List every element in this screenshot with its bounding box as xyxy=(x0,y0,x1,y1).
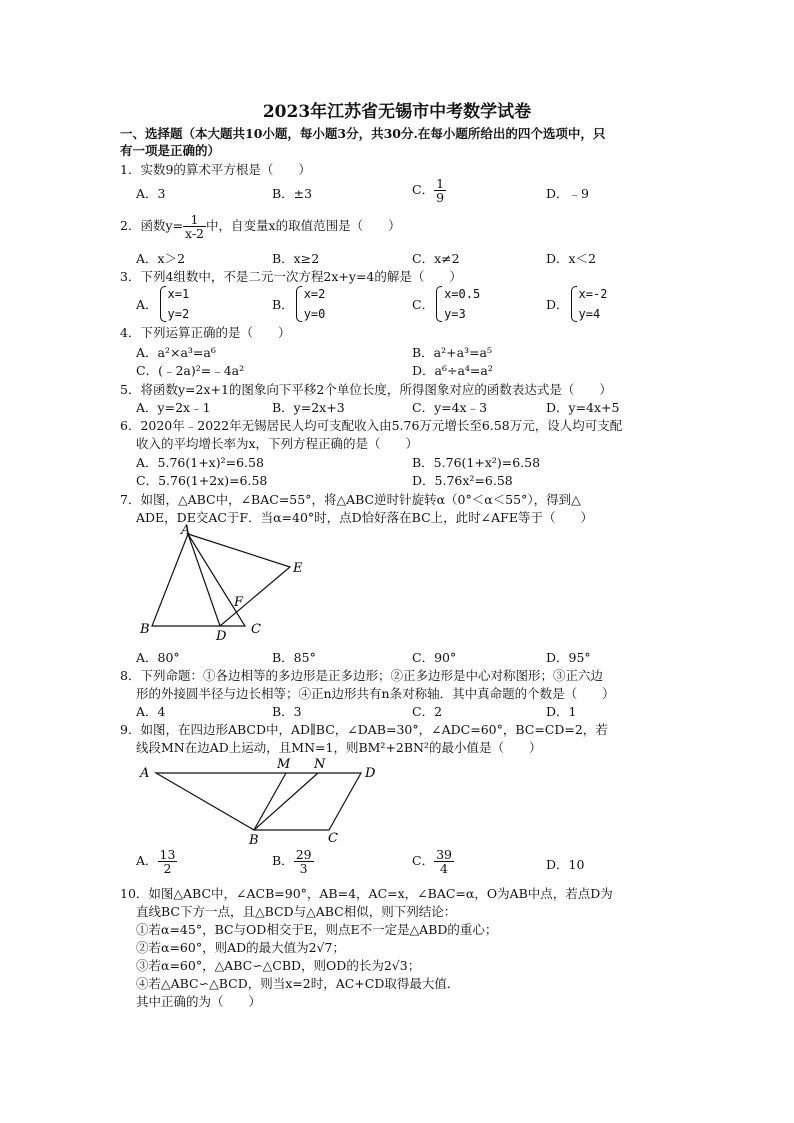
question-6-stem: 6．2020年﹣2022年无锡居民人均可支配收入由5.76万元增长至6.58万元，设人均可支配 xyxy=(120,418,623,433)
q7-option-b: B．85° xyxy=(272,650,316,665)
q10-statement-2: ②若α=60°，则AD的最大值为2√7； xyxy=(136,940,345,955)
q9-option-b xyxy=(272,848,314,875)
q5-option-d: D．y=4x+5 xyxy=(546,400,620,415)
q9-c-prefix: C． xyxy=(412,853,435,868)
q10-statement-4: ④若△ABC∽△BCD，则当x=2时，AC+CD取得最大值． xyxy=(136,976,460,991)
q7-label-b: B xyxy=(140,622,150,637)
q9-option-d: D．10 xyxy=(546,857,585,872)
q2-option-c: C．x≠2 xyxy=(412,251,460,266)
q3-option-b xyxy=(272,284,325,324)
q7-label-c: C xyxy=(251,622,261,637)
question-9-stem-cont: 线段MN在边AD上运动，且MN=1，则BM²+2BN²的最小值是（ ） xyxy=(136,740,542,755)
q3-d-system xyxy=(569,284,608,324)
q9-c-fraction xyxy=(434,848,454,875)
q9-c-num: 39 xyxy=(436,847,452,862)
q9-b-num: 29 xyxy=(295,847,312,862)
q9-segment-bm xyxy=(254,773,286,830)
question-6-stem-cont: 收入的平均增长率为x，下列方程正确的是（ ） xyxy=(136,436,419,451)
q9-label-b: B xyxy=(249,833,259,848)
q7-label-a: A xyxy=(181,523,191,538)
q10-answer-prompt: 其中正确的为（ ） xyxy=(136,994,262,1009)
q9-figure xyxy=(136,752,386,848)
question-2-stem xyxy=(120,213,401,240)
q2-option-d: D．x＜2 xyxy=(546,251,597,266)
q10-statement-1: ①若α=45°，BC与OD相交于E，则点E不一定是△ABD的重心； xyxy=(136,922,498,937)
q3-d-eq2: y=4 xyxy=(578,307,601,321)
question-10-stem-cont: 直线BC下方一点，且△BCD与△ABC相似，则下列结论： xyxy=(136,904,457,919)
q3-a-system xyxy=(158,284,190,324)
section-header: 一、选择题（本大题共10小题，每小题3分，共30分.在每小题所给出的四个选项中，只 xyxy=(120,126,606,141)
q5-option-c: C．y=4x﹣3 xyxy=(412,400,488,415)
question-7-stem-cont: ADE，DE交AC于F．当α=40°时，点D恰好落在BC上，此时∠AFE等于（ ） xyxy=(136,510,593,525)
q1-option-c xyxy=(412,177,446,204)
q1-option-a: A．3 xyxy=(136,186,166,201)
q9-label-a: A xyxy=(140,766,150,781)
q4-option-a: A．a²×a³=a⁶ xyxy=(136,345,216,360)
q4-option-b: B．a²+a³=a⁵ xyxy=(412,345,493,360)
q10-statement-3: ③若α=60°，△ABC∽△CBD，则OD的长为2√3； xyxy=(136,958,421,973)
q2-option-a: A．x＞2 xyxy=(136,251,186,266)
q9-option-c xyxy=(412,848,454,875)
q3-c-label: C． xyxy=(412,297,435,312)
question-5-stem: 5．将函数y=2x+1的图象向下平移2个单位长度，所得图象对应的函数表达式是（ ） xyxy=(120,382,612,397)
q3-d-eq1: x=-2 xyxy=(578,287,608,301)
q7-triangle-ade xyxy=(188,534,290,626)
q7-option-a: A．80° xyxy=(136,650,180,665)
section-header-cont: 有一项是正确的） xyxy=(120,143,221,158)
q3-b-system xyxy=(294,284,326,324)
q7-label-d: D xyxy=(216,629,227,644)
q2-option-b: B．x≥2 xyxy=(272,251,320,266)
q6-option-c: C．5.76(1+2x)=6.58 xyxy=(136,473,268,488)
q9-label-n: N xyxy=(314,757,326,772)
q9-option-a xyxy=(136,848,177,875)
q3-a-eq1: x=1 xyxy=(167,287,190,301)
q8-option-d: D．1 xyxy=(546,704,577,719)
q9-label-m: M xyxy=(277,757,291,772)
q7-figure xyxy=(130,522,330,644)
question-4-stem: 4．下列运算正确的是（ ） xyxy=(120,325,291,340)
q3-option-a xyxy=(136,284,189,324)
question-7-stem: 7．如图，△ABC中，∠BAC=55°，将△ABC逆时针旋转α（0°＜α＜55°），得到△ xyxy=(120,492,581,507)
q2-frac-num: 1 xyxy=(183,213,206,227)
q9-segment-bn xyxy=(254,773,318,830)
q9-b-fraction xyxy=(294,848,314,875)
q3-d-label: D． xyxy=(546,297,569,312)
q9-a-den: 2 xyxy=(163,861,172,876)
q2-stem-pre: 2．函数y= xyxy=(120,218,183,233)
q3-b-eq1: x=2 xyxy=(303,287,326,301)
question-8-stem: 8．下列命题：①各边相等的多边形是正多边形；②正多边形是中心对称图形；③正六边 xyxy=(120,668,603,683)
q9-label-d: D xyxy=(365,766,376,781)
q1-option-d: D．﹣9 xyxy=(546,186,589,201)
q9-b-prefix: B． xyxy=(272,853,294,868)
q3-a-eq2: y=2 xyxy=(167,307,190,321)
q9-b-den: 3 xyxy=(299,861,308,876)
q3-c-system xyxy=(434,284,480,324)
q9-a-prefix: A． xyxy=(136,853,158,868)
q7-option-d: D．95° xyxy=(546,650,591,665)
q4-option-c: C．(﹣2a)²=﹣4a² xyxy=(136,363,245,378)
q9-a-num: 13 xyxy=(159,847,176,862)
q3-c-eq1: x=0.5 xyxy=(444,287,481,301)
q8-option-b: B．3 xyxy=(272,704,302,719)
q3-option-c xyxy=(412,284,480,324)
q2-stem-post: 中，自变量x的取值范围是（ ） xyxy=(206,218,401,233)
q7-option-c: C．90° xyxy=(412,650,457,665)
q3-c-eq2: y=3 xyxy=(444,307,466,321)
q8-option-c: C．2 xyxy=(412,704,443,719)
question-10-stem: 10．如图△ABC中，∠ACB=90°，AB=4，AC=x，∠BAC=α，O为AB中点，若点D为 xyxy=(120,886,613,901)
q1-c-prefix: C． xyxy=(412,182,435,197)
q3-b-eq2: y=0 xyxy=(303,307,326,321)
q5-option-a: A．y=2x﹣1 xyxy=(136,400,211,415)
q2-frac-den: x-2 xyxy=(185,226,205,241)
q9-label-c: C xyxy=(328,831,338,846)
q3-option-d xyxy=(546,284,607,324)
q8-option-a: A．4 xyxy=(136,704,166,719)
q3-b-label: B． xyxy=(272,297,294,312)
q9-a-fraction xyxy=(158,848,178,875)
q6-option-b: B．5.76(1+x²)=6.58 xyxy=(412,455,541,470)
q5-option-b: B．y=2x+3 xyxy=(272,400,345,415)
q6-option-d: D．5.76x²=6.58 xyxy=(412,473,513,488)
question-9-stem: 9．如图，在四边形ABCD中，AD∥BC，∠DAB=30°，∠ADC=60°，BC=CD=2，若 xyxy=(120,722,608,737)
q6-option-a: A．5.76(1+x)²=6.58 xyxy=(136,455,264,470)
q4-option-d: D．a⁶÷a⁴=a² xyxy=(412,363,493,378)
q1-option-b: B．±3 xyxy=(272,186,313,201)
q7-label-f: F xyxy=(234,595,244,610)
question-1-stem: 1．实数9的算术平方根是（ ） xyxy=(120,162,311,177)
q1-c-num: 1 xyxy=(436,176,445,191)
q1-c-fraction xyxy=(434,177,446,204)
q7-label-e: E xyxy=(293,561,303,576)
exam-title: 2023年江苏省无锡市中考数学试卷 xyxy=(262,102,532,122)
q2-fraction xyxy=(183,213,206,240)
question-8-stem-cont: 形的外接圆半径与边长相等；④正n边形共有n条对称轴．其中真命题的个数是（ ） xyxy=(136,686,615,701)
q1-c-den: 9 xyxy=(436,190,445,205)
q9-c-den: 4 xyxy=(440,861,448,876)
question-3-stem: 3．下列4组数中，不是二元一次方程2x+y=4的解是（ ） xyxy=(120,269,462,284)
q3-a-label: A． xyxy=(136,297,158,312)
